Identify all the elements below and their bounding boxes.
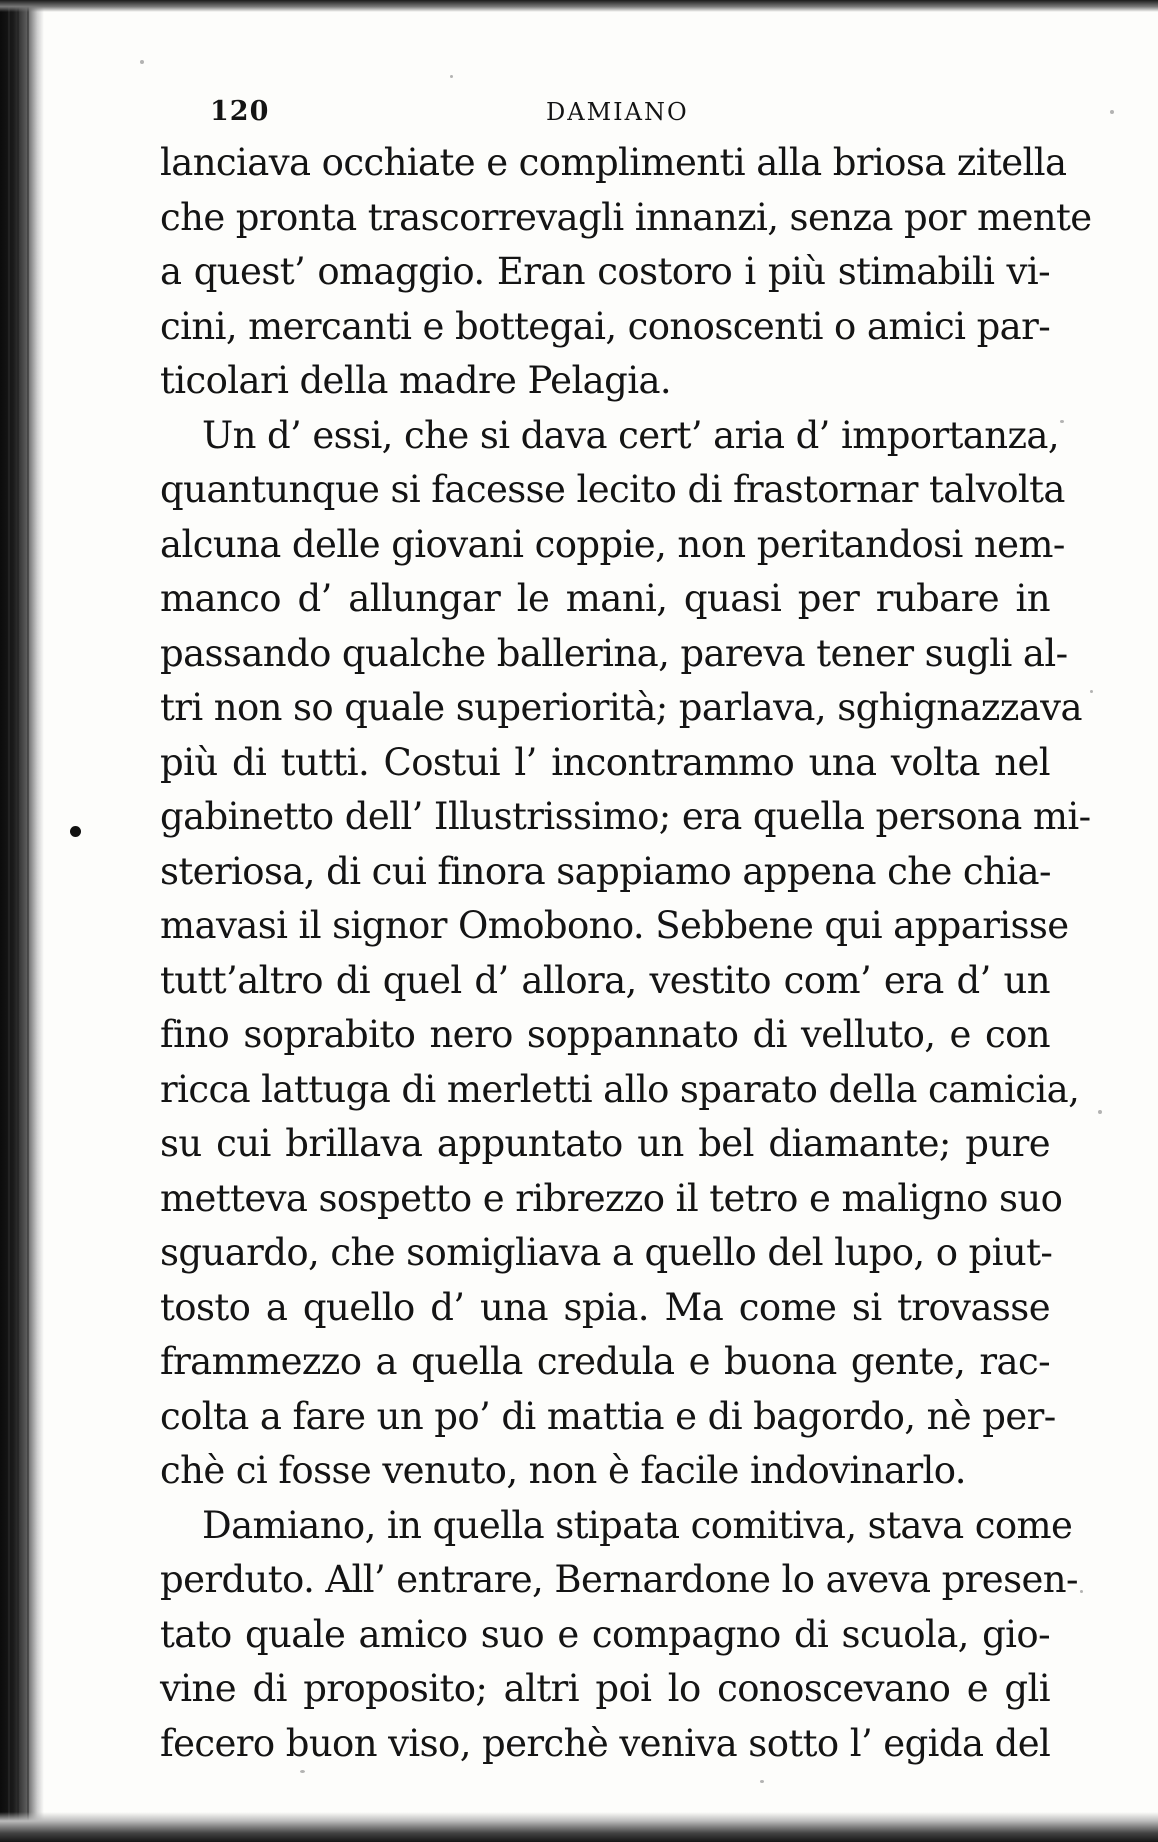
page-header bbox=[210, 96, 770, 130]
print-speck bbox=[1060, 420, 1064, 423]
print-speck bbox=[1110, 110, 1114, 114]
gutter-line bbox=[8, 0, 10, 1842]
page-top-edge bbox=[0, 0, 1158, 12]
text-line: su cui brillava appuntato un bel diamante; pure bbox=[160, 1122, 1050, 1165]
running-head: DAMIANO bbox=[546, 98, 689, 126]
text-line: fino soprabito nero soppannato di velluto, e con bbox=[160, 1013, 1050, 1056]
text-line: Un d’ essi, che si dava cert’ aria d’ importanza, bbox=[202, 413, 1060, 457]
text-line: tri non so quale superiorità; parlava, sghignazzava bbox=[160, 686, 1082, 729]
text-line: gabinetto dell’ Illustrissimo; era quella persona mi- bbox=[160, 795, 1091, 838]
text-line: quantunque si facesse lecito di frastornar talvolta bbox=[160, 468, 1065, 511]
print-speck bbox=[760, 1780, 764, 1783]
page-number: 120 bbox=[210, 96, 270, 127]
text-line: Damiano, in quella stipata comitiva, stava come bbox=[202, 1503, 1073, 1547]
text-line: alcuna delle giovani coppie, non peritandosi nem- bbox=[160, 522, 1065, 566]
body-text bbox=[160, 136, 1092, 1771]
text-line: colta a fare un po’ di mattia e di bagordo, nè per- bbox=[160, 1394, 1056, 1438]
print-speck bbox=[1080, 1590, 1083, 1593]
text-line: tutt’altro di quel d’ allora, vestito com’ era d’ un bbox=[160, 958, 1050, 1002]
print-speck bbox=[140, 60, 144, 64]
text-line: frammezzo a quella credula e buona gente, rac- bbox=[160, 1340, 1050, 1383]
text-line: manco d’ allungar le mani, quasi per rubare in bbox=[160, 577, 1050, 620]
print-speck bbox=[1098, 1110, 1102, 1114]
text-line: che pronta trascorrevagli innanzi, senza por mente bbox=[160, 195, 1092, 239]
text-line: lanciava occhiate e complimenti alla briosa zitella bbox=[160, 141, 1067, 184]
text-line: fecero buon viso, perchè veniva sotto l’ egida del bbox=[160, 1721, 1051, 1765]
text-line: ricca lattuga di merletti allo sparato della camicia, bbox=[160, 1067, 1080, 1111]
text-line: metteva sospetto e ribrezzo il tetro e maligno suo bbox=[160, 1176, 1063, 1220]
text-line: tato quale amico suo e compagno di scuola, gio- bbox=[160, 1612, 1050, 1656]
text-line: vine di proposito; altri poi lo conoscevano e gli bbox=[160, 1667, 1050, 1710]
page-bottom-edge bbox=[0, 1812, 1158, 1842]
text-line: mavasi il signor Omobono. Sebbene qui apparisse bbox=[160, 904, 1069, 947]
text-line: chè ci fosse venuto, non è facile indovinarlo. bbox=[160, 1449, 966, 1492]
print-speck bbox=[1090, 690, 1093, 693]
binding-gutter bbox=[0, 0, 44, 1842]
text-line: ticolari della madre Pelagia. bbox=[160, 359, 672, 402]
text-line: tosto a quello d’ una spia. Ma come si trovasse bbox=[160, 1285, 1050, 1329]
text-line: steriosa, di cui finora sappiamo appena che chia- bbox=[160, 849, 1051, 893]
gutter-line bbox=[17, 0, 19, 1842]
print-speck bbox=[450, 75, 453, 78]
text-line: più di tutti. Costui l’ incontrammo una volta nel bbox=[160, 740, 1050, 784]
margin-dot bbox=[70, 826, 81, 837]
text-line: sguardo, che somigliava a quello del lupo, o piut- bbox=[160, 1231, 1053, 1274]
text-line: perduto. All’ entrare, Bernardone lo aveva presen- bbox=[160, 1558, 1078, 1601]
gutter-line bbox=[27, 0, 29, 1842]
text-line: a quest’ omaggio. Eran costoro i più stimabili vi- bbox=[160, 250, 1050, 293]
text-line: passando qualche ballerina, pareva tener sugli al- bbox=[160, 631, 1068, 675]
text-line: cini, mercanti e bottegai, conoscenti o amici par- bbox=[160, 304, 1051, 348]
